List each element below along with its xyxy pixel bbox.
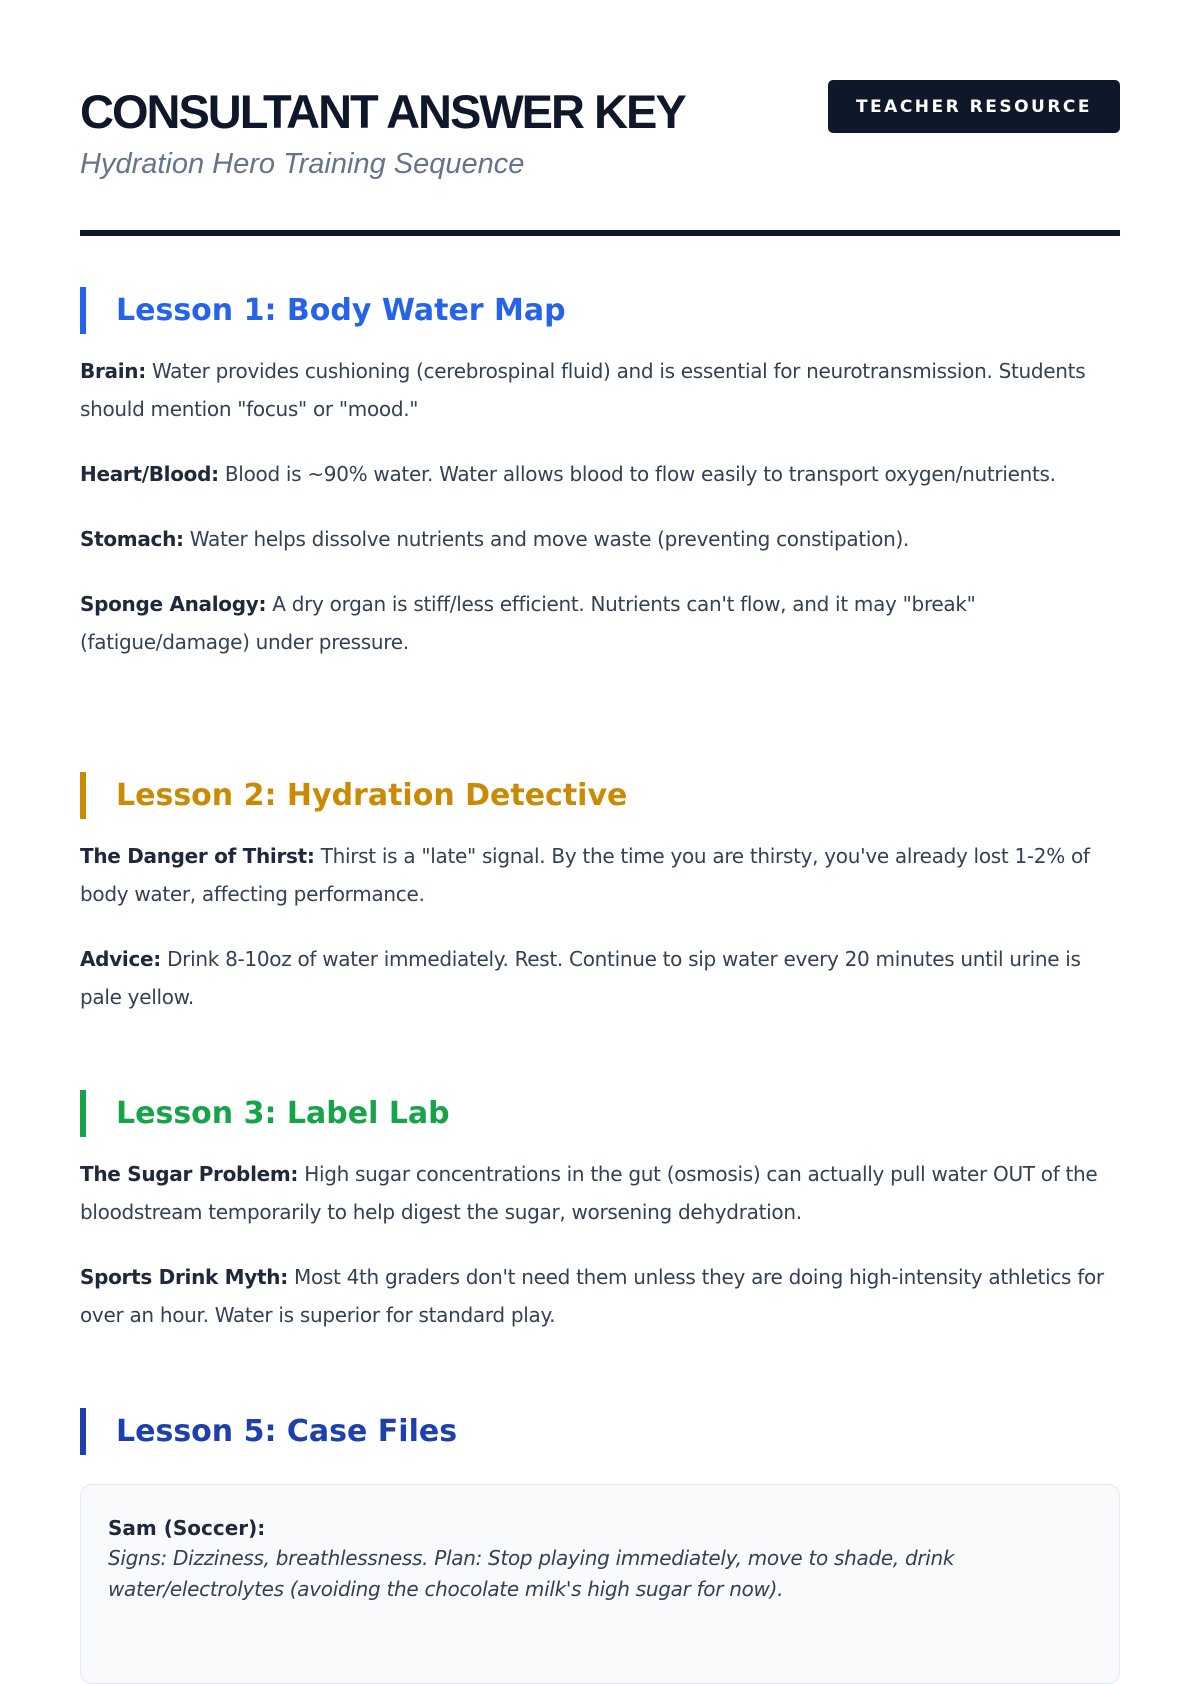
item-label: Stomach: [80, 527, 184, 551]
item-label: Advice: [80, 947, 162, 971]
item-text: Blood is ~90% water. Water allows blood to flow easily to transport oxygen/nutrients. [224, 462, 1056, 486]
lesson-1-item-heart [80, 455, 1120, 493]
teacher-resource-badge: TEACHER RESOURCE [828, 80, 1120, 133]
lesson-1-section [80, 287, 1120, 661]
answer-key-page [80, 0, 1120, 1601]
lesson-1-item-sponge [80, 585, 1120, 661]
item-text: Water helps dissolve nutrients and move waste (preventing constipation). [189, 527, 910, 551]
lesson-5-title: Lesson 5: Case Files [80, 1408, 1120, 1455]
lesson-1-item-brain [80, 352, 1120, 428]
lesson-3-section [80, 1090, 1120, 1334]
lesson-3-title: Lesson 3: Label Lab [80, 1090, 1120, 1137]
case-text: Signs: Dizziness, breathlessness. Plan: Stop playing immediately, move to shade, drink water/electrolytes (avoiding the chocolate milk's high sugar for now). [108, 1546, 955, 1601]
item-label: Sports Drink Myth: [80, 1265, 288, 1289]
item-text: High sugar concentrations in the gut (osmosis) can actually pull water OUT of the bloodstream temporarily to help digest the sugar, worsening dehydration. [80, 1162, 1098, 1224]
item-text: Water provides cushioning (cerebrospinal fluid) and is essential for neurotransmission. Students should mention "focus" or "mood." [80, 359, 1086, 421]
lesson-3-item-sugar [80, 1155, 1120, 1231]
item-text: Drink 8-10oz of water immediately. Rest. Continue to sip water every 20 minutes until urine is pale yellow. [80, 947, 1081, 1009]
item-label: Heart/Blood: [80, 462, 219, 486]
item-label: Sponge Analogy: [80, 592, 267, 616]
lesson-5-section [80, 1408, 1120, 1455]
lesson-1-item-stomach [80, 520, 1120, 558]
lesson-1-title: Lesson 1: Body Water Map [80, 287, 1120, 334]
lesson-2-item-thirst [80, 837, 1120, 913]
page-subtitle: Hydration Hero Training Sequence [80, 148, 525, 180]
item-label: The Sugar Problem: [80, 1162, 299, 1186]
item-text: Thirst is a "late" signal. By the time you are thirsty, you've already lost 1-2% of body water, affecting performance. [80, 844, 1090, 906]
lesson-3-item-sports-drink [80, 1258, 1120, 1334]
case-name: Sam (Soccer): [108, 1516, 266, 1540]
lesson-2-item-advice [80, 940, 1120, 1016]
lesson-2-title: Lesson 2: Hydration Detective [80, 772, 1120, 819]
lesson-2-section [80, 772, 1120, 1016]
page-title: CONSULTANT ANSWER KEY [80, 85, 685, 138]
item-label: Brain: [80, 359, 146, 383]
item-label: The Danger of Thirst: [80, 844, 315, 868]
item-text: Most 4th graders don't need them unless they are doing high-intensity athletics for over an hour. Water is superior for standard play. [80, 1265, 1104, 1327]
item-text: A dry organ is stiff/less efficient. Nutrients can't flow, and it may "break" (fatigue/damage) under pressure. [80, 592, 976, 654]
case-card-sam [80, 1484, 1120, 1684]
document-header [80, 0, 1120, 236]
